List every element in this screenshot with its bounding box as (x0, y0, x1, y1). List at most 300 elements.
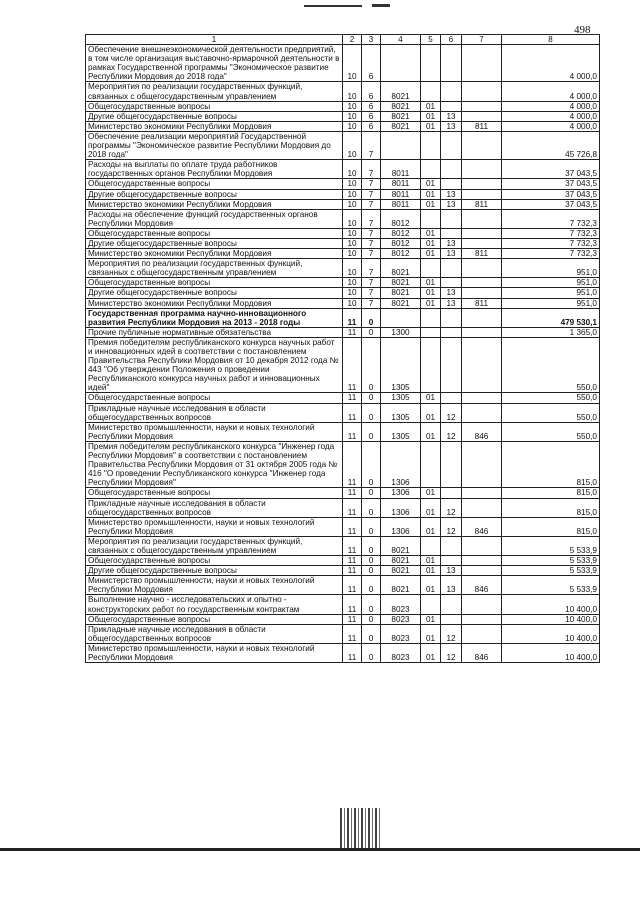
table-row (86, 298, 600, 308)
row-code-3: 0 (362, 643, 381, 662)
row-code-2: 10 (343, 259, 362, 278)
row-code-5: 01 (421, 556, 441, 566)
row-code-5: 01 (421, 199, 441, 209)
table-row (86, 121, 600, 131)
binding-mark (340, 808, 380, 848)
row-code-7 (462, 488, 502, 498)
row-code-2: 10 (343, 45, 362, 82)
col-header-4: 4 (381, 35, 421, 45)
table-row (86, 160, 600, 179)
row-code-4: 1300 (381, 327, 421, 337)
row-code-5 (421, 308, 441, 327)
row-code-4: 8011 (381, 189, 421, 199)
row-name: Министерство экономики Республики Мордовия (86, 298, 343, 308)
table-row (86, 249, 600, 259)
row-code-4: 8012 (381, 249, 421, 259)
table-body (86, 45, 600, 663)
row-code-6 (441, 337, 462, 393)
row-code-7 (462, 278, 502, 288)
row-code-4: 1305 (381, 393, 421, 403)
row-code-3: 0 (362, 498, 381, 517)
row-amount: 951,0 (502, 298, 600, 308)
row-code-6 (441, 209, 462, 228)
row-code-5: 01 (421, 278, 441, 288)
row-name: Другие общегосударственные вопросы (86, 189, 343, 199)
row-amount: 5 533,9 (502, 556, 600, 566)
table-row (86, 288, 600, 298)
table-row (86, 228, 600, 238)
row-code-2: 11 (343, 488, 362, 498)
row-code-5: 01 (421, 111, 441, 121)
row-code-3: 0 (362, 566, 381, 576)
row-name: Мероприятия по реализации государственных функций, связанных с общегосударственным управлением (86, 82, 343, 101)
table-row (86, 441, 600, 487)
row-code-6 (441, 327, 462, 337)
row-code-5: 01 (421, 498, 441, 517)
row-code-6: 13 (441, 576, 462, 595)
row-code-2: 11 (343, 536, 362, 555)
row-code-6: 13 (441, 238, 462, 248)
row-name: Министерство экономики Республики Мордовия (86, 199, 343, 209)
row-code-4: 8021 (381, 111, 421, 121)
row-code-5 (421, 536, 441, 555)
row-code-7 (462, 179, 502, 189)
row-name: Другие общегосударственные вопросы (86, 288, 343, 298)
row-amount: 37 043,5 (502, 189, 600, 199)
row-code-7: 811 (462, 249, 502, 259)
row-code-5 (421, 209, 441, 228)
row-code-4: 8021 (381, 566, 421, 576)
row-code-3: 7 (362, 238, 381, 248)
row-code-4: 8021 (381, 288, 421, 298)
row-code-3: 7 (362, 249, 381, 259)
row-name: Расходы на обеспечение функций государственных органов Республики Мордовия (86, 209, 343, 228)
row-code-4: 8021 (381, 536, 421, 555)
row-code-6: 12 (441, 517, 462, 536)
row-code-7 (462, 498, 502, 517)
row-code-7 (462, 131, 502, 159)
row-name: Премия победителям республиканского конкурса научных работ и инновационных идей в соответствии с постановлением Правительства Республики Мордовия от 10 декабря 2012 года № 443 "Об утверждении Положения о проведении Республиканского конкурса научных работ и инновационных идей" (86, 337, 343, 393)
row-code-6 (441, 441, 462, 487)
table-row (86, 393, 600, 403)
row-code-5: 01 (421, 393, 441, 403)
row-code-2: 11 (343, 595, 362, 614)
row-code-6 (441, 259, 462, 278)
row-code-3: 7 (362, 160, 381, 179)
row-code-7 (462, 209, 502, 228)
row-name: Премия победителям республиканского конкурса "Инженер года Республики Мордовия" в соответствии с постановлением Правительства Республики Мордовия от 31 октября 2005 года № 416 "О проведении Республиканского конкурса "Инженер года Республики Мордовия" (86, 441, 343, 487)
row-code-3: 6 (362, 101, 381, 111)
row-code-4: 8021 (381, 101, 421, 111)
row-code-3: 7 (362, 131, 381, 159)
table-row (86, 566, 600, 576)
row-code-6 (441, 179, 462, 189)
row-code-3: 0 (362, 488, 381, 498)
row-name: Мероприятия по реализации государственных функций, связанных с общегосударственным управлением (86, 259, 343, 278)
row-code-5: 01 (421, 643, 441, 662)
row-code-6: 13 (441, 121, 462, 131)
row-code-5: 01 (421, 566, 441, 576)
col-header-6: 6 (441, 35, 462, 45)
row-code-2: 11 (343, 308, 362, 327)
row-amount: 10 400,0 (502, 624, 600, 643)
row-code-5: 01 (421, 179, 441, 189)
table-row (86, 488, 600, 498)
row-amount: 5 533,9 (502, 566, 600, 576)
row-code-3: 0 (362, 393, 381, 403)
row-code-4: 8011 (381, 160, 421, 179)
row-code-6 (441, 614, 462, 624)
table-row (86, 576, 600, 595)
row-name: Прикладные научные исследования в области общегосударственных вопросов (86, 498, 343, 517)
row-code-5 (421, 441, 441, 487)
budget-table (85, 34, 600, 663)
row-code-6 (441, 308, 462, 327)
row-code-5 (421, 595, 441, 614)
row-code-3: 7 (362, 278, 381, 288)
row-code-2: 10 (343, 111, 362, 121)
row-name: Государственная программа научно-инновационного развития Республики Мордовия на 2013 - 2018 годы (86, 308, 343, 327)
row-code-6 (441, 82, 462, 101)
table-row (86, 327, 600, 337)
row-code-2: 11 (343, 403, 362, 422)
row-code-7 (462, 393, 502, 403)
row-name: Общегосударственные вопросы (86, 556, 343, 566)
row-code-6 (441, 101, 462, 111)
row-code-3: 6 (362, 82, 381, 101)
row-name: Министерство промышленности, науки и новых технологий Республики Мордовия (86, 643, 343, 662)
row-code-5: 01 (421, 614, 441, 624)
row-code-5: 01 (421, 288, 441, 298)
row-code-6: 13 (441, 288, 462, 298)
row-code-7 (462, 160, 502, 179)
row-code-7 (462, 308, 502, 327)
scan-artifact-top (304, 5, 362, 7)
row-code-6: 13 (441, 249, 462, 259)
row-name: Выполнение научно - исследовательских и опытно - конструкторских работ по государственным контрактам (86, 595, 343, 614)
row-code-2: 11 (343, 614, 362, 624)
row-code-5: 01 (421, 121, 441, 131)
row-code-5: 01 (421, 576, 441, 595)
row-code-3: 0 (362, 556, 381, 566)
table-row (86, 498, 600, 517)
row-amount: 10 400,0 (502, 614, 600, 624)
row-code-2: 10 (343, 82, 362, 101)
row-code-7 (462, 556, 502, 566)
row-code-2: 11 (343, 624, 362, 643)
row-name: Министерство промышленности, науки и новых технологий Республики Мордовия (86, 576, 343, 595)
row-code-3: 6 (362, 45, 381, 82)
row-code-7 (462, 595, 502, 614)
row-code-3: 7 (362, 298, 381, 308)
row-amount: 815,0 (502, 517, 600, 536)
row-amount: 550,0 (502, 403, 600, 422)
row-code-7 (462, 238, 502, 248)
row-code-3: 0 (362, 403, 381, 422)
row-code-5 (421, 160, 441, 179)
row-name: Общегосударственные вопросы (86, 179, 343, 189)
row-amount: 815,0 (502, 441, 600, 487)
row-code-3: 7 (362, 209, 381, 228)
table-row (86, 337, 600, 393)
row-code-2: 10 (343, 228, 362, 238)
row-amount: 4 000,0 (502, 82, 600, 101)
row-code-5: 01 (421, 298, 441, 308)
row-code-2: 10 (343, 278, 362, 288)
col-header-2: 2 (343, 35, 362, 45)
row-code-7: 811 (462, 121, 502, 131)
row-code-4 (381, 131, 421, 159)
row-name: Министерство экономики Республики Мордовия (86, 249, 343, 259)
row-code-4: 1306 (381, 517, 421, 536)
row-code-7 (462, 327, 502, 337)
row-amount: 815,0 (502, 498, 600, 517)
row-code-5: 01 (421, 517, 441, 536)
row-code-6 (441, 160, 462, 179)
table-row (86, 238, 600, 248)
row-code-2: 10 (343, 121, 362, 131)
row-code-7 (462, 624, 502, 643)
table-row (86, 595, 600, 614)
row-code-6 (441, 228, 462, 238)
row-code-2: 11 (343, 643, 362, 662)
row-code-7: 811 (462, 298, 502, 308)
row-amount: 4 000,0 (502, 111, 600, 121)
row-code-3: 0 (362, 422, 381, 441)
table-row (86, 308, 600, 327)
row-code-6 (441, 278, 462, 288)
row-code-7 (462, 82, 502, 101)
row-amount: 951,0 (502, 288, 600, 298)
row-code-2: 10 (343, 131, 362, 159)
row-code-2: 11 (343, 441, 362, 487)
row-code-7 (462, 259, 502, 278)
row-code-2: 10 (343, 189, 362, 199)
row-amount: 951,0 (502, 278, 600, 288)
row-name: Общегосударственные вопросы (86, 488, 343, 498)
row-code-6: 12 (441, 498, 462, 517)
table-row (86, 403, 600, 422)
row-amount: 550,0 (502, 422, 600, 441)
row-code-5 (421, 131, 441, 159)
row-code-4: 1305 (381, 403, 421, 422)
row-code-4: 8011 (381, 179, 421, 189)
row-code-7: 846 (462, 422, 502, 441)
row-code-4 (381, 45, 421, 82)
row-code-7: 846 (462, 517, 502, 536)
row-code-2: 10 (343, 288, 362, 298)
row-code-5 (421, 45, 441, 82)
row-amount: 7 732,3 (502, 209, 600, 228)
row-code-4: 8023 (381, 643, 421, 662)
row-code-4: 1306 (381, 488, 421, 498)
row-code-4: 8012 (381, 228, 421, 238)
row-code-5: 01 (421, 189, 441, 199)
row-code-2: 11 (343, 393, 362, 403)
row-code-3: 0 (362, 614, 381, 624)
row-code-3: 7 (362, 199, 381, 209)
row-code-5: 01 (421, 249, 441, 259)
row-code-3: 0 (362, 595, 381, 614)
row-name: Прикладные научные исследования в области общегосударственных вопросов (86, 624, 343, 643)
row-code-3: 0 (362, 327, 381, 337)
row-code-6 (441, 556, 462, 566)
col-header-5: 5 (421, 35, 441, 45)
row-code-4: 8021 (381, 576, 421, 595)
row-amount: 37 043,5 (502, 199, 600, 209)
row-amount: 479 530,1 (502, 308, 600, 327)
row-code-7 (462, 536, 502, 555)
row-code-7 (462, 337, 502, 393)
row-amount: 4 000,0 (502, 45, 600, 82)
row-code-4: 1305 (381, 422, 421, 441)
row-code-7 (462, 288, 502, 298)
row-code-7: 846 (462, 643, 502, 662)
row-code-4: 8021 (381, 259, 421, 278)
row-code-4: 8021 (381, 298, 421, 308)
row-amount: 4 000,0 (502, 101, 600, 111)
row-name: Прикладные научные исследования в области общегосударственных вопросов (86, 403, 343, 422)
table-row (86, 45, 600, 82)
row-code-6: 13 (441, 199, 462, 209)
row-code-2: 11 (343, 566, 362, 576)
row-name: Министерство промышленности, науки и новых технологий Республики Мордовия (86, 517, 343, 536)
row-code-2: 10 (343, 101, 362, 111)
row-code-2: 10 (343, 199, 362, 209)
col-header-3: 3 (362, 35, 381, 45)
row-name: Обеспечение реализации мероприятий Государственной программы "Экономическое развитие Республики Мордовия до 2018 года" (86, 131, 343, 159)
row-code-3: 0 (362, 624, 381, 643)
table-row (86, 643, 600, 662)
table-row (86, 179, 600, 189)
row-code-6: 12 (441, 624, 462, 643)
table-row (86, 278, 600, 288)
row-code-7 (462, 228, 502, 238)
row-code-5: 01 (421, 238, 441, 248)
table-row (86, 209, 600, 228)
row-code-3: 7 (362, 259, 381, 278)
row-code-5: 01 (421, 488, 441, 498)
row-name: Другие общегосударственные вопросы (86, 566, 343, 576)
row-code-2: 10 (343, 298, 362, 308)
row-code-5: 01 (421, 101, 441, 111)
table-row (86, 422, 600, 441)
row-name: Другие общегосударственные вопросы (86, 111, 343, 121)
table-row (86, 189, 600, 199)
row-amount: 4 000,0 (502, 121, 600, 131)
row-code-7: 846 (462, 576, 502, 595)
row-name: Общегосударственные вопросы (86, 393, 343, 403)
table-row (86, 536, 600, 555)
row-code-4: 1305 (381, 337, 421, 393)
row-amount: 7 732,3 (502, 249, 600, 259)
row-code-4: 8011 (381, 199, 421, 209)
row-code-4: 8021 (381, 278, 421, 288)
row-code-2: 10 (343, 179, 362, 189)
row-code-7 (462, 566, 502, 576)
row-code-3: 7 (362, 179, 381, 189)
col-header-8: 8 (502, 35, 600, 45)
row-name: Министерство экономики Республики Мордовия (86, 121, 343, 131)
row-name: Общегосударственные вопросы (86, 614, 343, 624)
row-name: Расходы на выплаты по оплате труда работников государственных органов Республики Мордовия (86, 160, 343, 179)
row-amount: 5 533,9 (502, 576, 600, 595)
row-code-4: 8023 (381, 624, 421, 643)
row-code-5: 01 (421, 422, 441, 441)
row-name: Министерство промышленности, науки и новых технологий Республики Мордовия (86, 422, 343, 441)
row-code-6: 12 (441, 422, 462, 441)
row-name: Мероприятия по реализации государственных функций, связанных с общегосударственным управлением (86, 536, 343, 555)
row-code-4: 8012 (381, 209, 421, 228)
row-code-7 (462, 614, 502, 624)
row-code-5 (421, 82, 441, 101)
col-header-1: 1 (86, 35, 343, 45)
table-row (86, 259, 600, 278)
row-code-4: 8012 (381, 238, 421, 248)
row-code-3: 0 (362, 441, 381, 487)
row-code-2: 11 (343, 498, 362, 517)
table-header-row (86, 35, 600, 45)
row-name: Другие общегосударственные вопросы (86, 238, 343, 248)
table-row (86, 624, 600, 643)
row-code-3: 0 (362, 337, 381, 393)
row-code-2: 10 (343, 238, 362, 248)
row-code-4: 1306 (381, 441, 421, 487)
page-number: 498 (574, 24, 591, 36)
row-code-6: 12 (441, 643, 462, 662)
row-code-4 (381, 308, 421, 327)
row-code-2: 11 (343, 337, 362, 393)
table-row (86, 556, 600, 566)
row-code-4: 8023 (381, 595, 421, 614)
row-amount: 45 726,8 (502, 131, 600, 159)
table-row (86, 101, 600, 111)
row-amount: 1 365,0 (502, 327, 600, 337)
row-code-5 (421, 337, 441, 393)
row-code-6: 13 (441, 189, 462, 199)
table-row (86, 199, 600, 209)
row-amount: 37 043,5 (502, 160, 600, 179)
table-row (86, 82, 600, 101)
row-code-3: 0 (362, 576, 381, 595)
row-code-3: 7 (362, 228, 381, 238)
row-code-2: 11 (343, 422, 362, 441)
row-code-4: 8021 (381, 82, 421, 101)
row-code-5 (421, 259, 441, 278)
row-code-3: 6 (362, 111, 381, 121)
row-code-7 (462, 111, 502, 121)
row-name: Общегосударственные вопросы (86, 278, 343, 288)
row-amount: 951,0 (502, 259, 600, 278)
row-code-7 (462, 101, 502, 111)
row-amount: 550,0 (502, 337, 600, 393)
row-code-5: 01 (421, 403, 441, 422)
row-code-4: 1306 (381, 498, 421, 517)
table-row (86, 111, 600, 121)
row-code-6 (441, 131, 462, 159)
row-code-3: 0 (362, 308, 381, 327)
row-code-2: 10 (343, 160, 362, 179)
row-code-2: 11 (343, 576, 362, 595)
row-code-3: 6 (362, 121, 381, 131)
row-code-4: 8021 (381, 556, 421, 566)
row-amount: 7 732,3 (502, 238, 600, 248)
row-code-5: 01 (421, 624, 441, 643)
row-amount: 5 533,9 (502, 536, 600, 555)
row-code-7 (462, 403, 502, 422)
row-code-6 (441, 488, 462, 498)
row-code-6 (441, 536, 462, 555)
